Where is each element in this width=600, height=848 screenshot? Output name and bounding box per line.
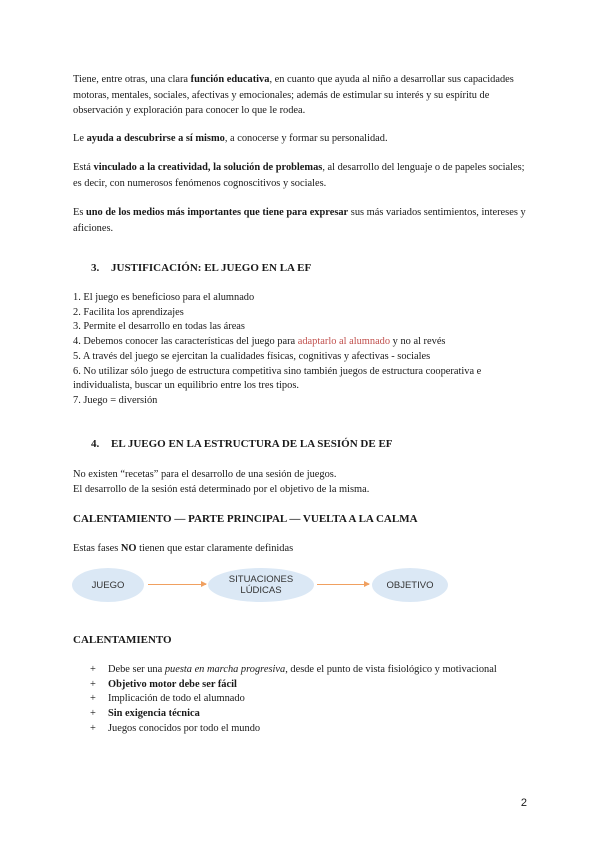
paragraph-expression (73, 205, 533, 236)
text: 4. Debemos conocer las características del juego para (73, 336, 298, 348)
calentamiento-heading: CALENTAMIENTO (73, 634, 172, 646)
bullet-item (90, 692, 540, 707)
bullet-marker: + (90, 678, 96, 690)
bullet-text: Objetivo motor debe ser fácil (108, 678, 237, 690)
section-3-heading (73, 262, 311, 274)
calentamiento-list (90, 663, 540, 737)
text: Tiene, entre otras, una clara (73, 74, 191, 85)
bold-text: NO (120, 543, 137, 554)
list-item: 1. El juego es beneficioso para el alumnado (73, 292, 255, 303)
flow-arrow (148, 584, 206, 585)
list-item: 5. A través del juego se ejercitan la cualidades físicas, cognitivas y afectivas - sociales (73, 350, 431, 362)
bullet-marker: + (90, 664, 96, 675)
flow-node-label: JUEGO (91, 579, 125, 591)
text: y no al revés (390, 336, 446, 348)
text: Estas fases (73, 543, 121, 554)
list-item (73, 335, 543, 350)
bullet-item (90, 678, 540, 693)
text: Es (73, 207, 86, 218)
section-4-heading (73, 438, 393, 450)
section-number: 4. (91, 438, 100, 450)
section-title: JUSTIFICACIÓN: EL JUEGO EN LA EF (111, 262, 312, 274)
text: Le (73, 133, 87, 144)
italic-text: puesta en marcha progresiva (164, 664, 286, 675)
flow-node-label: SITUACIONES LÚDICAS (228, 574, 294, 596)
text: , al desarrollo del lenguaje o de papeles sociales; es decir, con numerosos fenómenos cognoscitivos y sociales. (73, 162, 525, 189)
bullet-marker: + (90, 708, 96, 720)
bullet-marker: + (90, 693, 96, 705)
flow-node-juego (72, 568, 144, 602)
text: Está (73, 162, 94, 173)
page-number: 2 (520, 797, 527, 809)
paragraph-educational-function (73, 72, 533, 119)
flow-diagram (70, 568, 450, 604)
bullet-marker: + (90, 722, 96, 734)
highlighted-text: adaptarlo al alumnado (297, 336, 391, 348)
paragraph-self-discovery (73, 131, 533, 147)
flow-node-label: OBJETIVO (386, 579, 434, 591)
flow-node-situaciones (208, 568, 314, 602)
phases-heading: CALENTAMIENTO — PARTE PRINCIPAL — VUELTA A LA CALMA (73, 513, 418, 525)
bold-text: función educativa (190, 74, 270, 85)
flow-node-objetivo (372, 568, 448, 602)
list-item: 6. No utilizar sólo juego de estructura competitiva sino también juegos de estructura cooperativa e individualista, buscar un equilibrio entre los tres tipos. (73, 365, 482, 392)
justification-list (73, 291, 543, 409)
text: , desde el punto de vista fisiológico y motivacional (285, 664, 497, 675)
text: sus más variados sentimientos, intereses y aficiones. (73, 207, 526, 234)
bullet-text: Implicación de todo el alumnado (108, 693, 245, 705)
bold-text: vinculado a la creatividad, la solución de problemas (93, 162, 323, 173)
section-number: 3. (91, 262, 100, 274)
bullet-item (90, 663, 540, 678)
list-item: 3. Permite el desarrollo en todas las áreas (73, 321, 245, 333)
section-title: EL JUEGO EN LA ESTRUCTURA DE LA SESIÓN DE EF (111, 438, 393, 450)
bullet-item (90, 722, 540, 737)
bullet-item (90, 707, 540, 722)
text: , en cuanto que ayuda al niño a desarrollar sus capacidades motoras, mentales, sociales, afectivas y emocionales; además de estimular su interés y su espíritu de observación y exploración para conocer lo que le rodea. (73, 74, 514, 116)
bullet-text: Sin exigencia técnica (108, 708, 200, 720)
text: , a conocerse y formar su personalidad. (224, 133, 388, 144)
flow-arrow (317, 584, 369, 585)
bold-text: ayuda a descubrirse a sí mismo (86, 133, 225, 144)
text: tienen que estar claramente definidas (136, 543, 294, 554)
list-item: 2. Facilita los aprendizajes (73, 306, 184, 318)
text: Debe ser una (108, 664, 165, 675)
paragraph-objective: El desarrollo de la sesión está determinado por el objetivo de la misma. (73, 484, 370, 495)
phases-note (73, 541, 533, 557)
paragraph-no-recipes: No existen “recetas” para el desarrollo de una sesión de juegos. (73, 469, 337, 480)
paragraph-creativity (73, 160, 533, 191)
bold-text: uno de los medios más importantes que tiene para expresar (86, 207, 349, 218)
list-item: 7. Juego = diversión (73, 394, 158, 406)
bullet-text: Juegos conocidos por todo el mundo (108, 722, 261, 734)
